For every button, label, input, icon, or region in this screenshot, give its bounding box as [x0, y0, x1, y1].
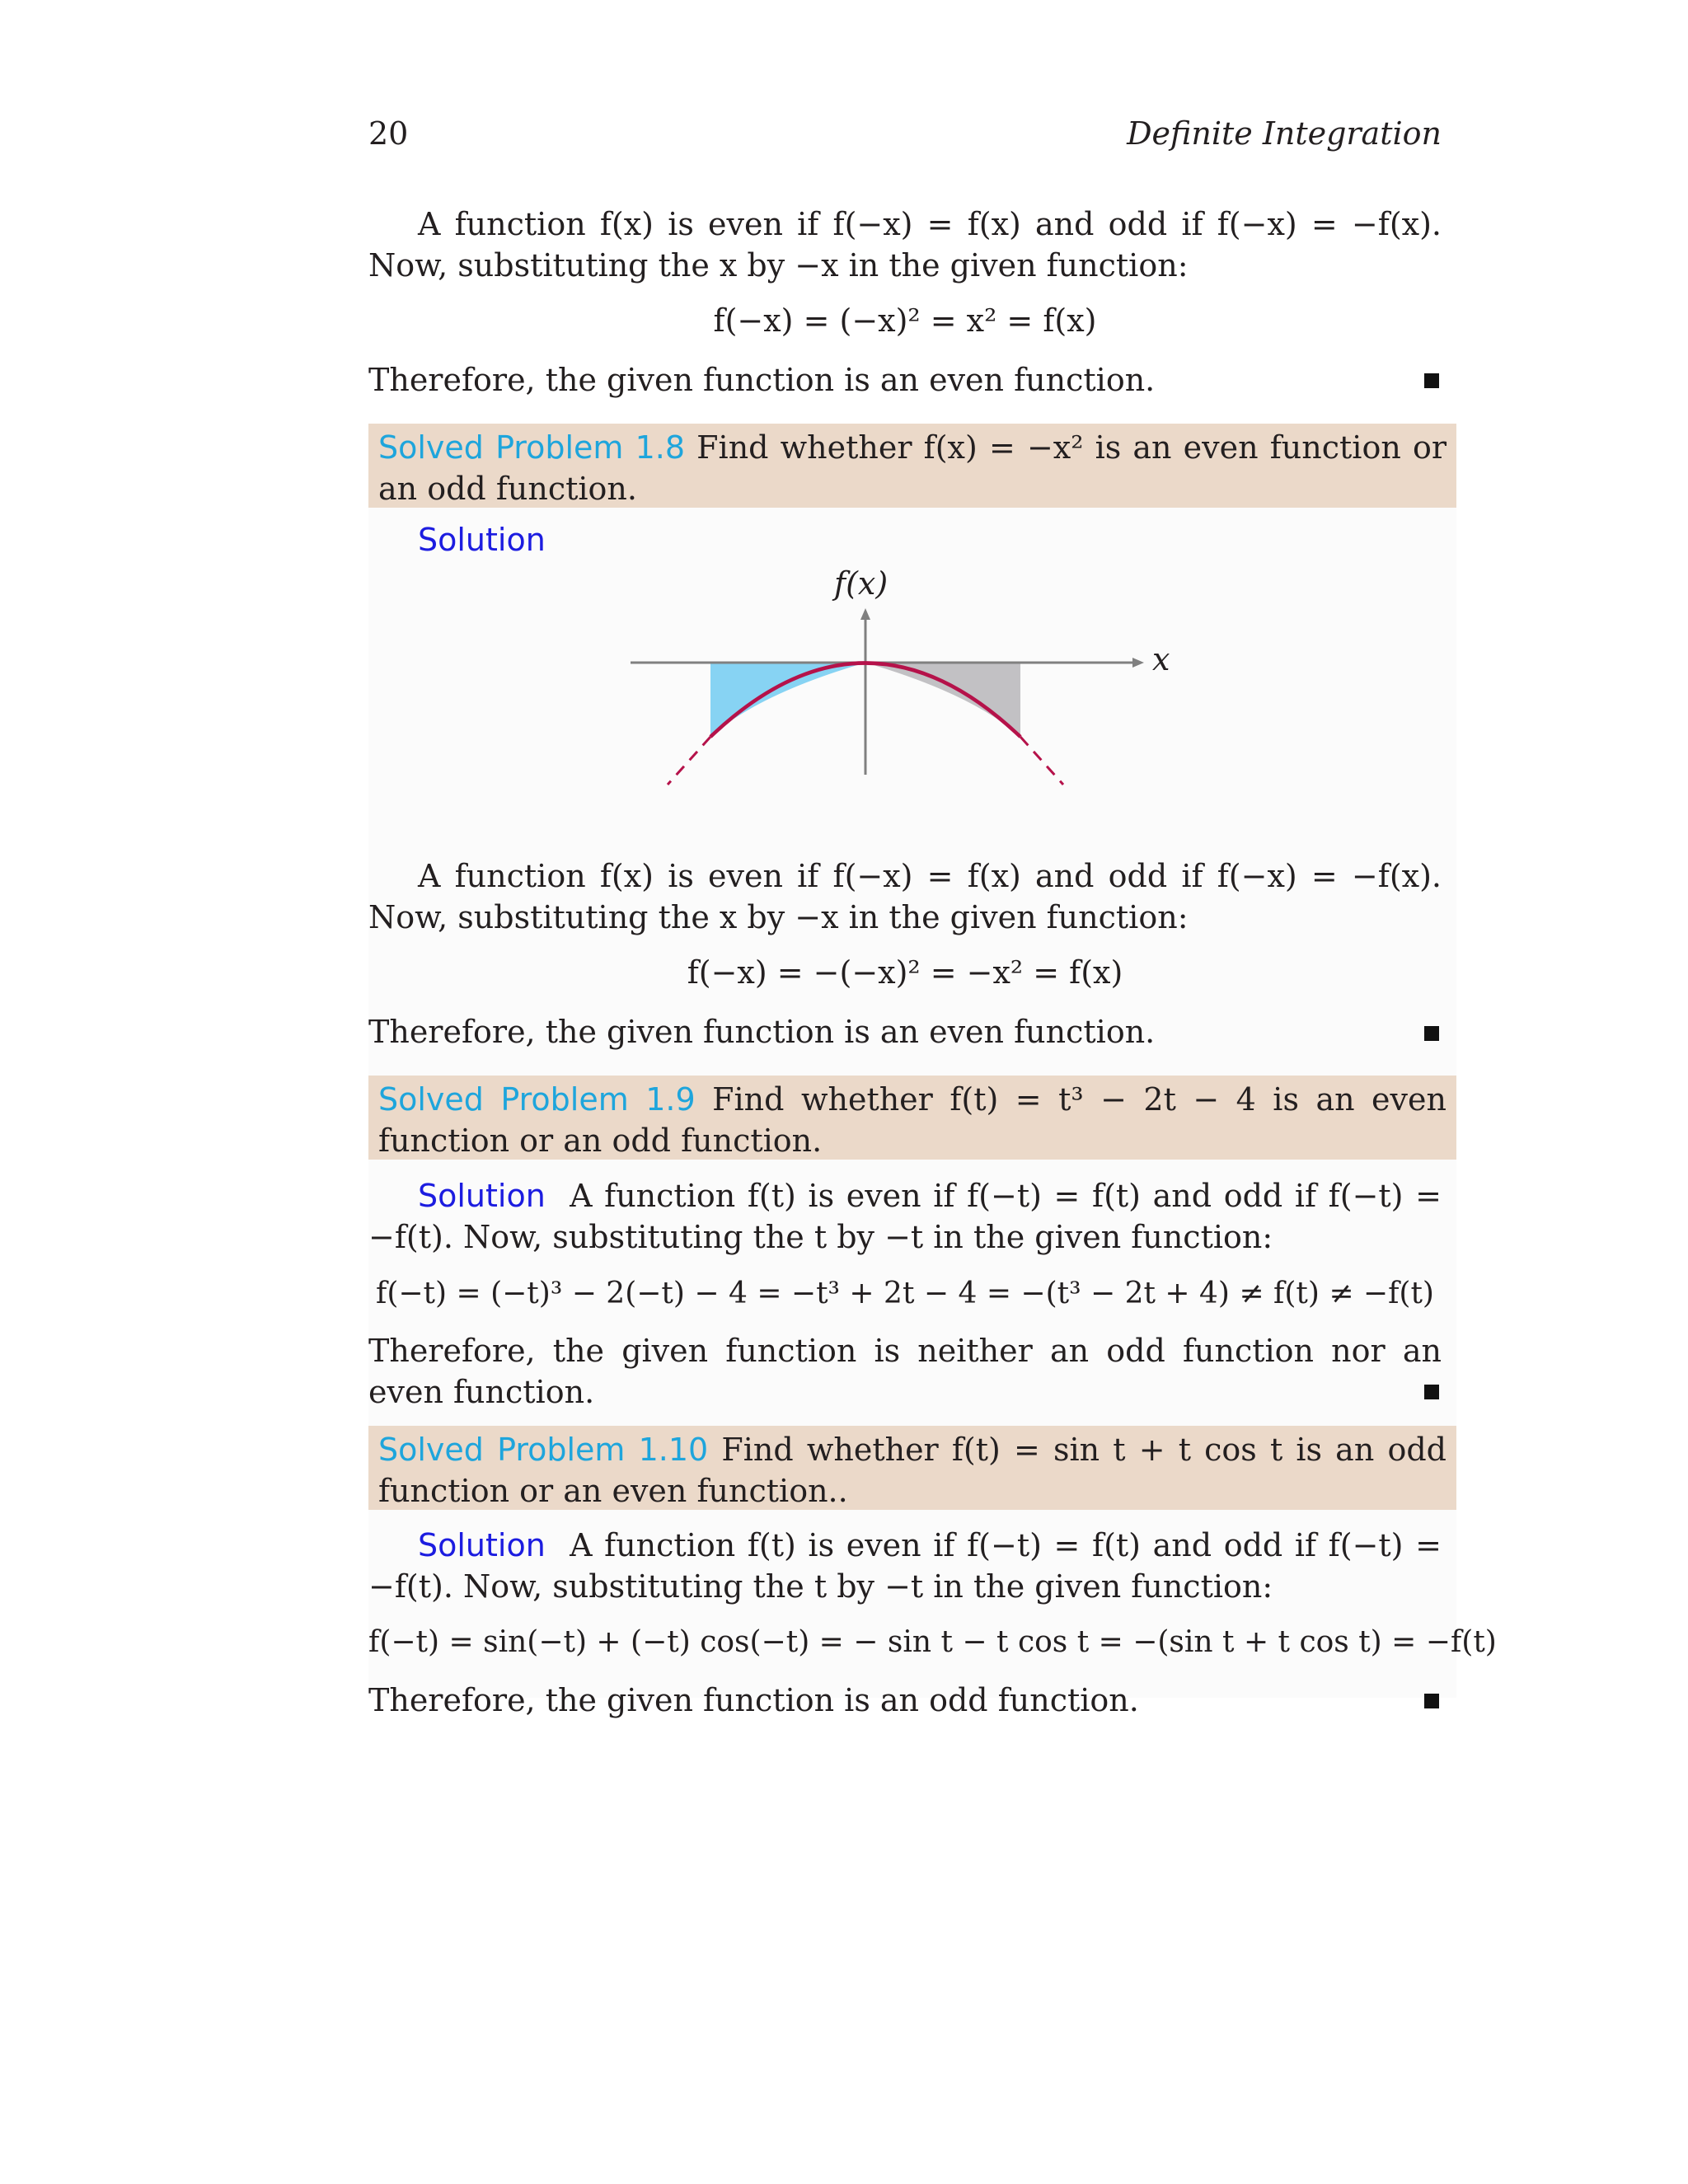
qed-mark [1424, 1694, 1439, 1708]
left-shaded-area [710, 663, 865, 737]
qed-mark [1424, 1385, 1439, 1399]
solution-conclusion: Therefore, the given function is an even function. [368, 1014, 1156, 1050]
even-function-figure [618, 565, 1195, 799]
right-shaded-area [865, 663, 1020, 737]
solution-text: A function f(t) is even if f(−t) = f(t) and odd if f(−t) = −f(t). Now, substituting the t by −t in the given function: [368, 1178, 1442, 1255]
intro-conclusion: Therefore, the given function is an even function. [368, 362, 1156, 398]
problem-box-1-8 [368, 424, 1456, 508]
intro-paragraph: A function f(x) is even if f(−x) = f(x) and odd if f(−x) = −f(x). Now, substituting the x by −x in the given function: [368, 206, 1442, 284]
parabola-dashed-left [668, 737, 710, 785]
x-axis-arrow [1132, 658, 1144, 668]
parabola-graph [618, 569, 1195, 799]
solution-equation: f(−t) = sin(−t) + (−t) cos(−t) = − sin t − t cos t = −(sin t + t cos t) = −f(t) [368, 1625, 1497, 1659]
y-axis-arrow [860, 608, 870, 620]
solution-label: Solution [418, 1527, 546, 1563]
running-header [368, 115, 1442, 158]
problem-label: Solved Problem 1.8 [378, 429, 686, 466]
solution-text: A function f(t) is even if f(−t) = f(t) and odd if f(−t) = −f(t). Now, substituting the t by −t in the given function: [368, 1527, 1442, 1605]
problem-label: Solved Problem 1.9 [378, 1081, 696, 1118]
problem-label: Solved Problem 1.10 [378, 1432, 709, 1468]
problem-statement: Find whether f(t) = sin t + t cos t is an odd function or an even function.. [378, 1432, 1447, 1509]
solution-label: Solution [418, 522, 546, 558]
solution-conclusion: Therefore, the given function is an odd function. [368, 1682, 1139, 1718]
parabola-dashed-right [1020, 737, 1063, 785]
y-axis-label: f(x) [834, 565, 889, 602]
intro-equation: f(−x) = (−x)² = x² = f(x) [713, 302, 1097, 339]
solution-conclusion: Therefore, the given function is neither an odd function nor an even function. [368, 1333, 1442, 1410]
solution-equation: f(−x) = −(−x)² = −x² = f(x) [687, 954, 1123, 991]
solution-paragraph [368, 1175, 1442, 1258]
problem-box-1-9 [368, 1076, 1456, 1160]
solution-label: Solution [418, 1178, 546, 1214]
problem-statement: Find whether f(t) = t³ − 2t − 4 is an even function or an odd function. [378, 1081, 1447, 1159]
solution-paragraph: A function f(x) is even if f(−x) = f(x) and odd if f(−x) = −f(x). Now, substituting the x by −x in the given function: [368, 858, 1442, 935]
running-title: Definite Integration [1127, 115, 1442, 152]
x-axis-label: x [1152, 641, 1170, 677]
problem-box-1-10 [368, 1426, 1456, 1510]
solution-paragraph [368, 1525, 1442, 1607]
page-number: 20 [368, 115, 409, 152]
qed-mark [1424, 373, 1439, 388]
problem-statement: Find whether f(x) = −x² is an even function or an odd function. [378, 429, 1447, 507]
solution-equation: f(−t) = (−t)³ − 2(−t) − 4 = −t³ + 2t − 4 = −(t³ − 2t + 4) ≠ f(t) ≠ −f(t) [376, 1277, 1434, 1310]
qed-mark [1424, 1026, 1439, 1041]
